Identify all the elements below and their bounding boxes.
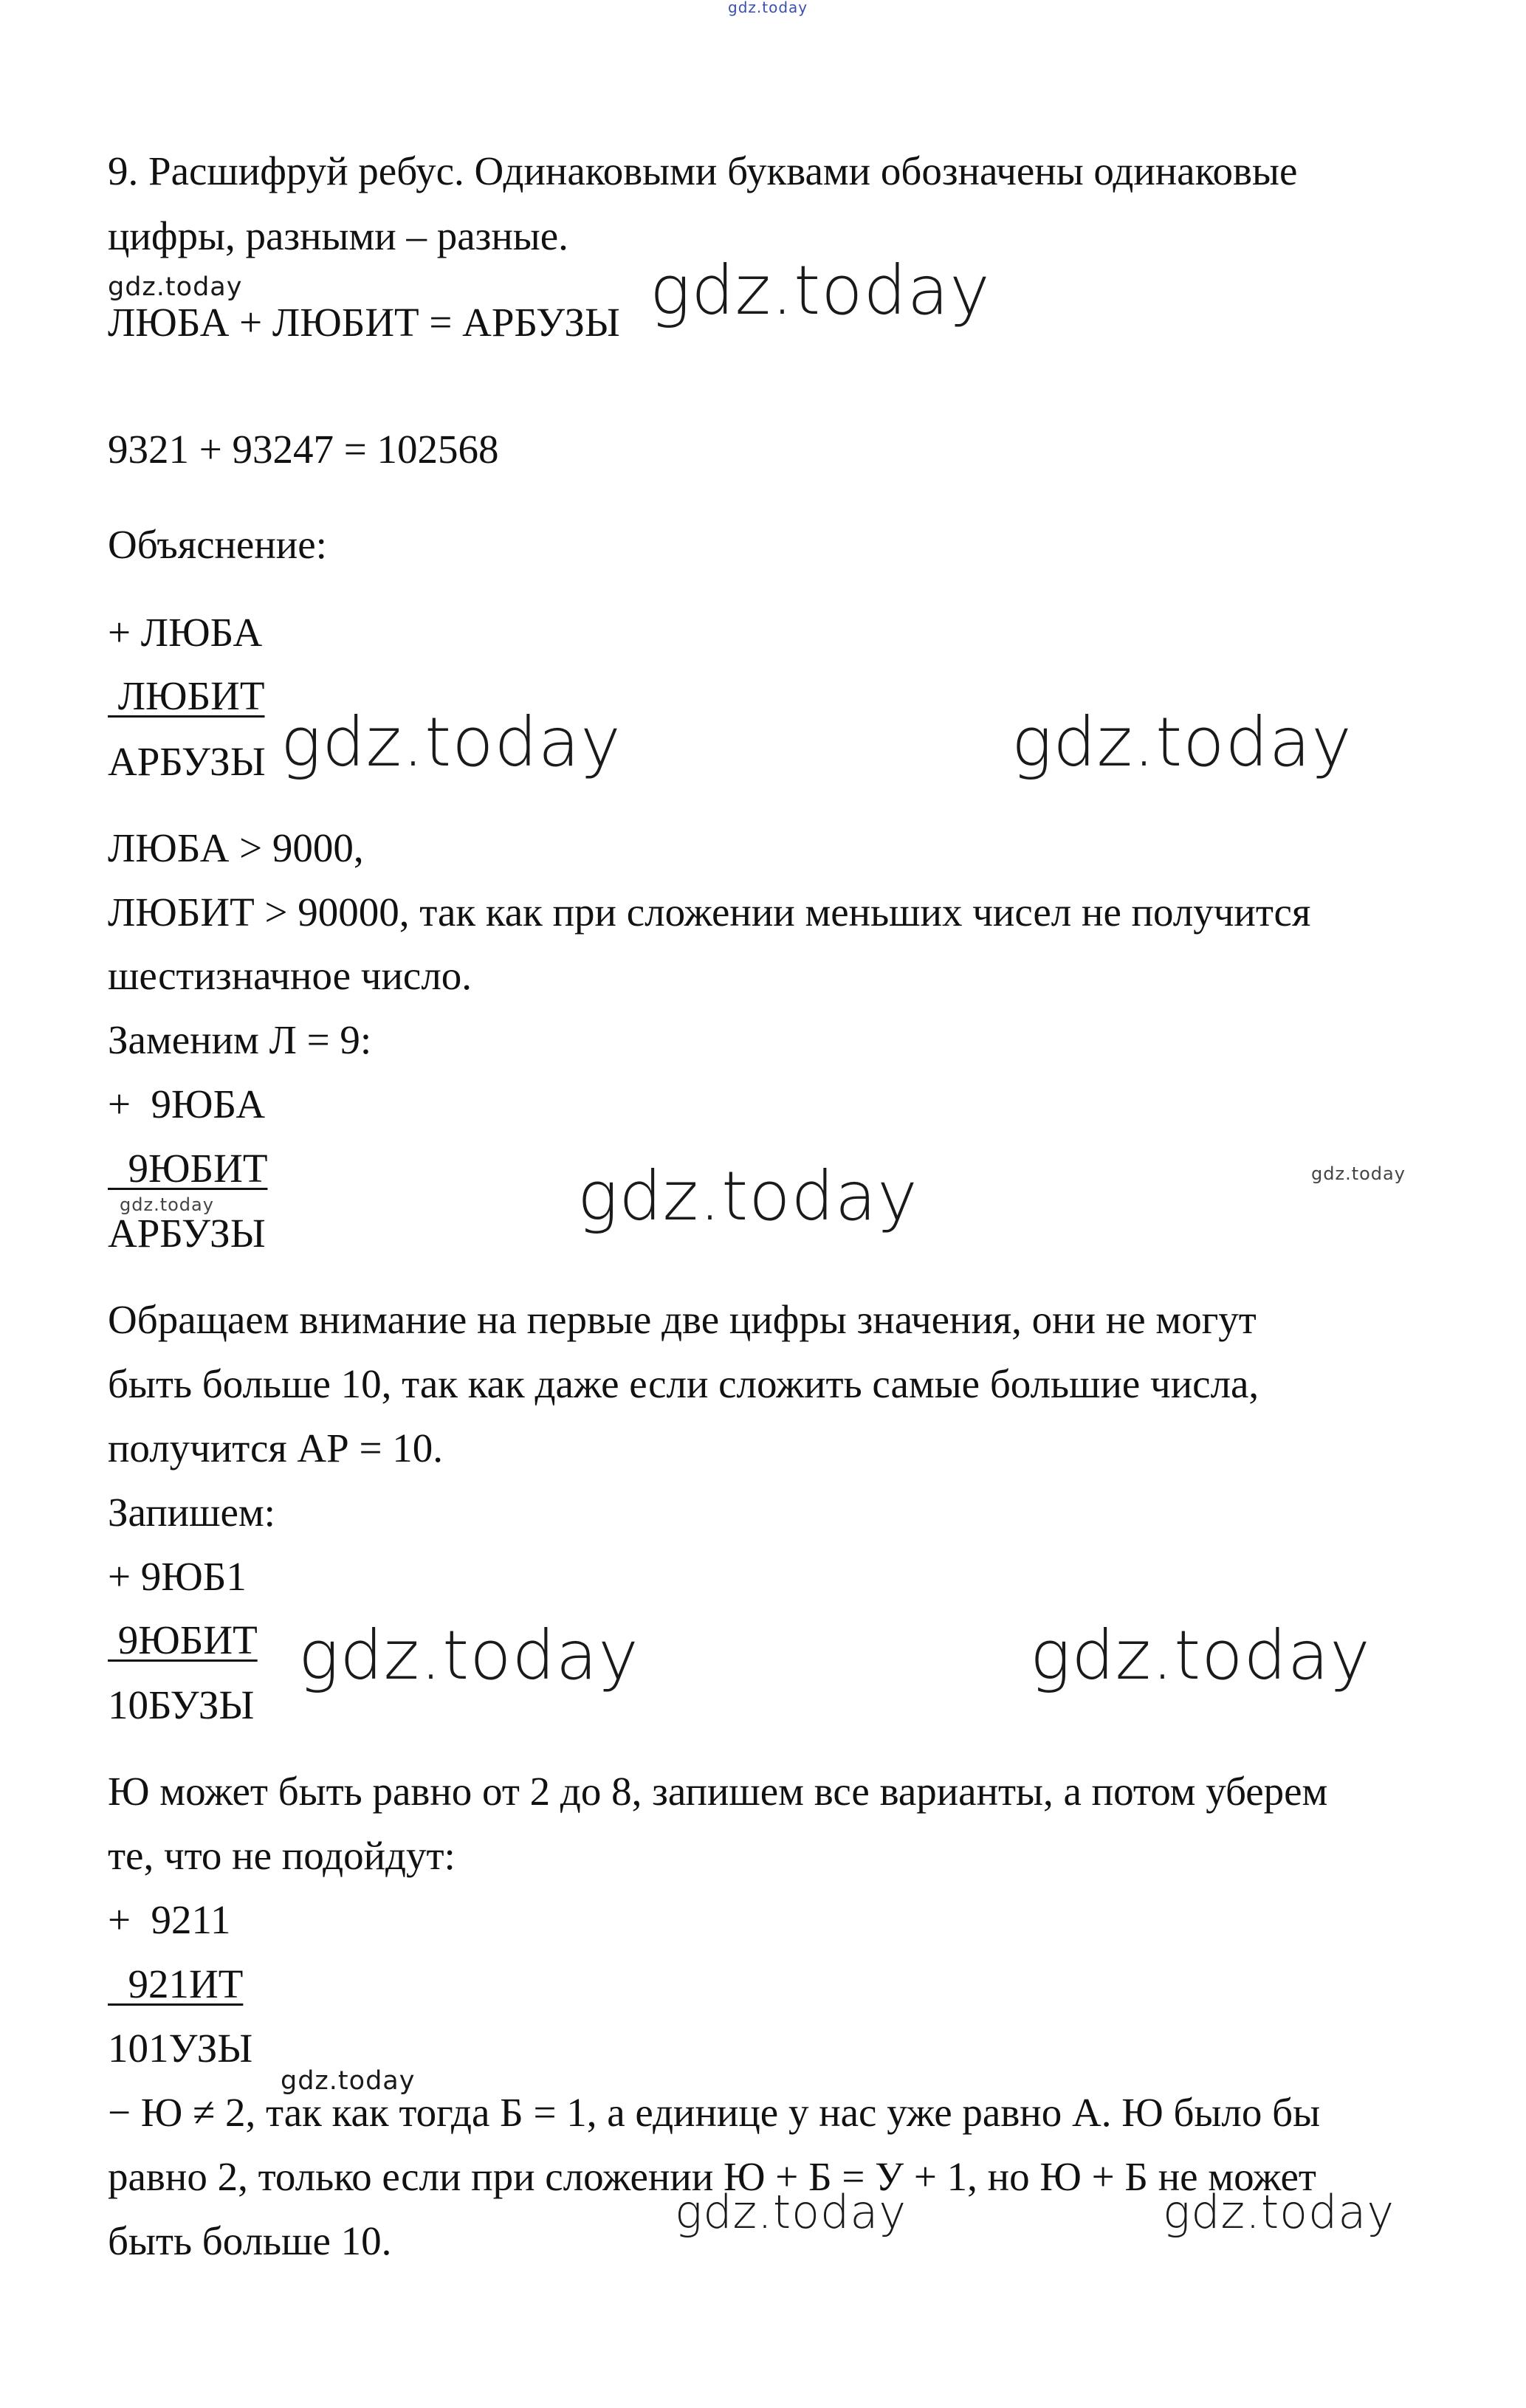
watermark-medium: gdz.today [1163,2185,1395,2239]
reasoning-line: получится АР = 10. [108,1425,443,1470]
reasoning-line: ЛЮБА > 9000, [108,825,364,870]
watermark-large: gdz.today [281,703,622,782]
rebus-equation: ЛЮБА + ЛЮБИТ = АРБУЗЫ [108,300,620,345]
reasoning-line: те, что не подойдут: [108,1833,456,1878]
reasoning-line: шестизначное число. [108,953,472,998]
column-addition-result: 101УЗЫ [108,2026,253,2071]
watermark-tiny: gdz.today [120,1194,214,1215]
reasoning-line: Заменим Л = 9: [108,1017,372,1062]
column-addition-operand: + 9ЮБА [108,1081,266,1126]
reasoning-line: быть больше 10. [108,2218,392,2263]
reasoning-line: Запишем: [108,1490,275,1535]
column-addition-addend: 921ИТ [108,1961,244,2006]
explanation-heading: Объяснение: [108,522,327,567]
column-addition-result: 10БУЗЫ [108,1682,255,1727]
reasoning-line: Ю может быть равно от 2 до 8, запишем все варианты, а потом уберем [108,1769,1328,1814]
watermark-top: gdz.today [728,0,808,16]
reasoning-line: равно 2, только если при сложении Ю + Б = У + 1, но Ю + Б не может [108,2154,1316,2199]
watermark-large: gdz.today [1011,703,1353,782]
watermark-large: gdz.today [650,251,991,330]
reasoning-line: − Ю ≠ 2, так как тогда Б = 1, а единице у нас уже равно А. Ю было бы [108,2090,1321,2135]
column-addition-addend: ЛЮБИТ [108,673,265,718]
watermark-large: gdz.today [1030,1616,1371,1695]
problem-text-line: цифры, разными – разные. [108,213,568,258]
watermark-large: gdz.today [298,1616,639,1695]
watermark-small: gdz.today [281,2066,416,2096]
reasoning-line: ЛЮБИТ > 90000, так как при сложении меньших чисел не получится [108,890,1311,935]
answer-equation: 9321 + 93247 = 102568 [108,427,499,472]
reasoning-line: быть больше 10, так как даже если сложить самые большие числа, [108,1361,1259,1406]
problem-text-line: 9. Расшифруй ребус. Одинаковыми буквами обозначены одинаковые [108,148,1298,193]
watermark-tiny: gdz.today [1311,1163,1406,1184]
column-addition-operand: + 9ЮБ1 [108,1554,247,1599]
watermark-small: gdz.today [108,272,243,302]
watermark-medium: gdz.today [675,2185,907,2239]
column-addition-addend: 9ЮБИТ [108,1146,268,1191]
reasoning-line: Обращаем внимание на первые две цифры значения, они не могут [108,1297,1257,1342]
column-addition-operand: + 9211 [108,1897,231,1942]
column-addition-result: АРБУЗЫ [108,1211,266,1256]
watermark-large: gdz.today [577,1157,918,1236]
column-addition-operand: + ЛЮБА [108,610,263,655]
column-addition-result: АРБУЗЫ [108,739,266,784]
column-addition-addend: 9ЮБИТ [108,1617,258,1662]
